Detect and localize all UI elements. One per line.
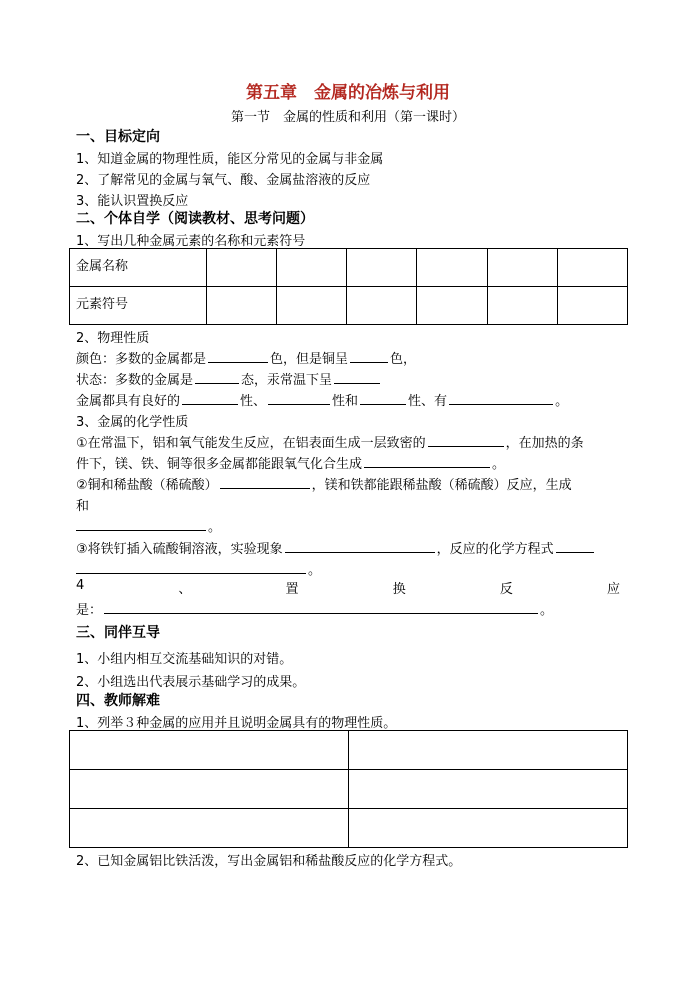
answer-blank[interactable] <box>364 455 490 468</box>
fill-line-chem1: ①在常温下，铝和氧气能发生反应，在铝表面生成一层致密的 ，在加热的条 <box>76 436 584 451</box>
fill-line-chem1-cont: 件下，镁、铁、铜等很多金属都能跟氧气化合生成 。 <box>76 457 506 472</box>
table-cell[interactable] <box>487 287 557 325</box>
table-cell[interactable] <box>70 731 349 770</box>
table-cell-label: 元素符号 <box>70 287 207 325</box>
table-cell-label: 金属名称 <box>70 249 207 287</box>
question-text: 1、写出几种金属元素的名称和元素符号 <box>76 234 306 249</box>
table-cell[interactable] <box>207 249 277 287</box>
question-text: 2、已知金属铝比铁活泼，写出金属铝和稀盐酸反应的化学方程式。 <box>76 854 462 869</box>
fill-line-chem3: ③将铁钉插入硫酸铜溶液，实验现象 ，反应的化学方程式 <box>76 538 596 557</box>
table-row <box>70 731 628 770</box>
application-table <box>69 730 628 848</box>
question-text: 3、金属的化学性质 <box>76 415 189 430</box>
goal-item: 1、知道金属的物理性质，能区分常见的金属与非金属 <box>76 152 384 167</box>
answer-blank[interactable] <box>428 434 504 447</box>
table-cell[interactable] <box>487 249 557 287</box>
peer-item: 1、小组内相互交流基础知识的对错。 <box>76 652 293 667</box>
answer-blank[interactable] <box>350 350 388 363</box>
answer-blank[interactable] <box>556 540 594 553</box>
fill-line-chem3-end: 。 <box>76 559 321 578</box>
answer-blank[interactable] <box>208 350 268 363</box>
table-cell[interactable] <box>277 249 347 287</box>
table-cell[interactable] <box>349 731 628 770</box>
table-cell[interactable] <box>347 249 417 287</box>
table-cell[interactable] <box>347 287 417 325</box>
goal-item: 3、能认识置换反应 <box>76 194 189 209</box>
table-cell[interactable] <box>557 287 627 325</box>
answer-blank[interactable] <box>195 371 239 384</box>
table-cell[interactable] <box>557 249 627 287</box>
table-cell[interactable] <box>349 809 628 848</box>
answer-blank[interactable] <box>360 392 406 405</box>
section-heading-self-study: 二、个体自学（阅读教材、思考问题） <box>76 211 314 227</box>
page-subtitle: 第一节 金属的性质和利用（第一课时） <box>230 110 465 125</box>
goal-item: 2、了解常见的金属与氧气、酸、金属盐溶液的反应 <box>76 173 371 188</box>
answer-blank[interactable] <box>76 561 306 574</box>
section-heading-peer: 三、同伴互导 <box>76 625 160 641</box>
question-text: 2、物理性质 <box>76 331 150 346</box>
fill-line-chem2: ②铜和稀盐酸（稀硫酸） ，镁和铁都能跟稀盐酸（稀硫酸）反应，生成 <box>76 478 572 493</box>
fill-line-properties: 金属都具有良好的 性、 性和 性、有 。 <box>76 394 569 409</box>
section-heading-goals: 一、目标定向 <box>76 129 160 145</box>
table-cell[interactable] <box>70 809 349 848</box>
table-cell[interactable] <box>70 770 349 809</box>
fill-line-chem2-cont: 和 <box>76 499 90 514</box>
table-cell[interactable] <box>207 287 277 325</box>
peer-item: 2、小组选出代表展示基础学习的成果。 <box>76 675 306 690</box>
table-row <box>70 770 628 809</box>
table-cell[interactable] <box>417 249 487 287</box>
page-title: 第五章 金属的冶炼与利用 <box>246 83 450 103</box>
fill-line-chem2-end: 。 <box>76 516 221 535</box>
fill-line-color: 颜色：多数的金属都是 色，但是铜呈 色， <box>76 352 417 367</box>
table-row <box>70 287 628 325</box>
fill-line-state: 状态：多数的金属是 态，汞常温下呈 <box>76 369 382 388</box>
table-cell[interactable] <box>417 287 487 325</box>
answer-blank[interactable] <box>104 601 538 614</box>
table-row <box>70 249 628 287</box>
table-row <box>70 809 628 848</box>
answer-blank[interactable] <box>268 392 330 405</box>
question-text: 1、列举３种金属的应用并且说明金属具有的物理性质。 <box>76 716 397 731</box>
table-cell[interactable] <box>349 770 628 809</box>
fill-line-definition: 是： 。 <box>76 603 554 618</box>
section-heading-teacher: 四、教师解难 <box>76 693 160 709</box>
answer-blank[interactable] <box>285 540 435 553</box>
answer-blank[interactable] <box>220 476 310 489</box>
question-text-spread: 4 、 置 换 反 应 <box>76 578 620 597</box>
element-table <box>69 248 628 325</box>
table-cell[interactable] <box>277 287 347 325</box>
answer-blank[interactable] <box>182 392 238 405</box>
answer-blank[interactable] <box>334 371 380 384</box>
answer-blank[interactable] <box>76 518 206 531</box>
answer-blank[interactable] <box>449 392 553 405</box>
